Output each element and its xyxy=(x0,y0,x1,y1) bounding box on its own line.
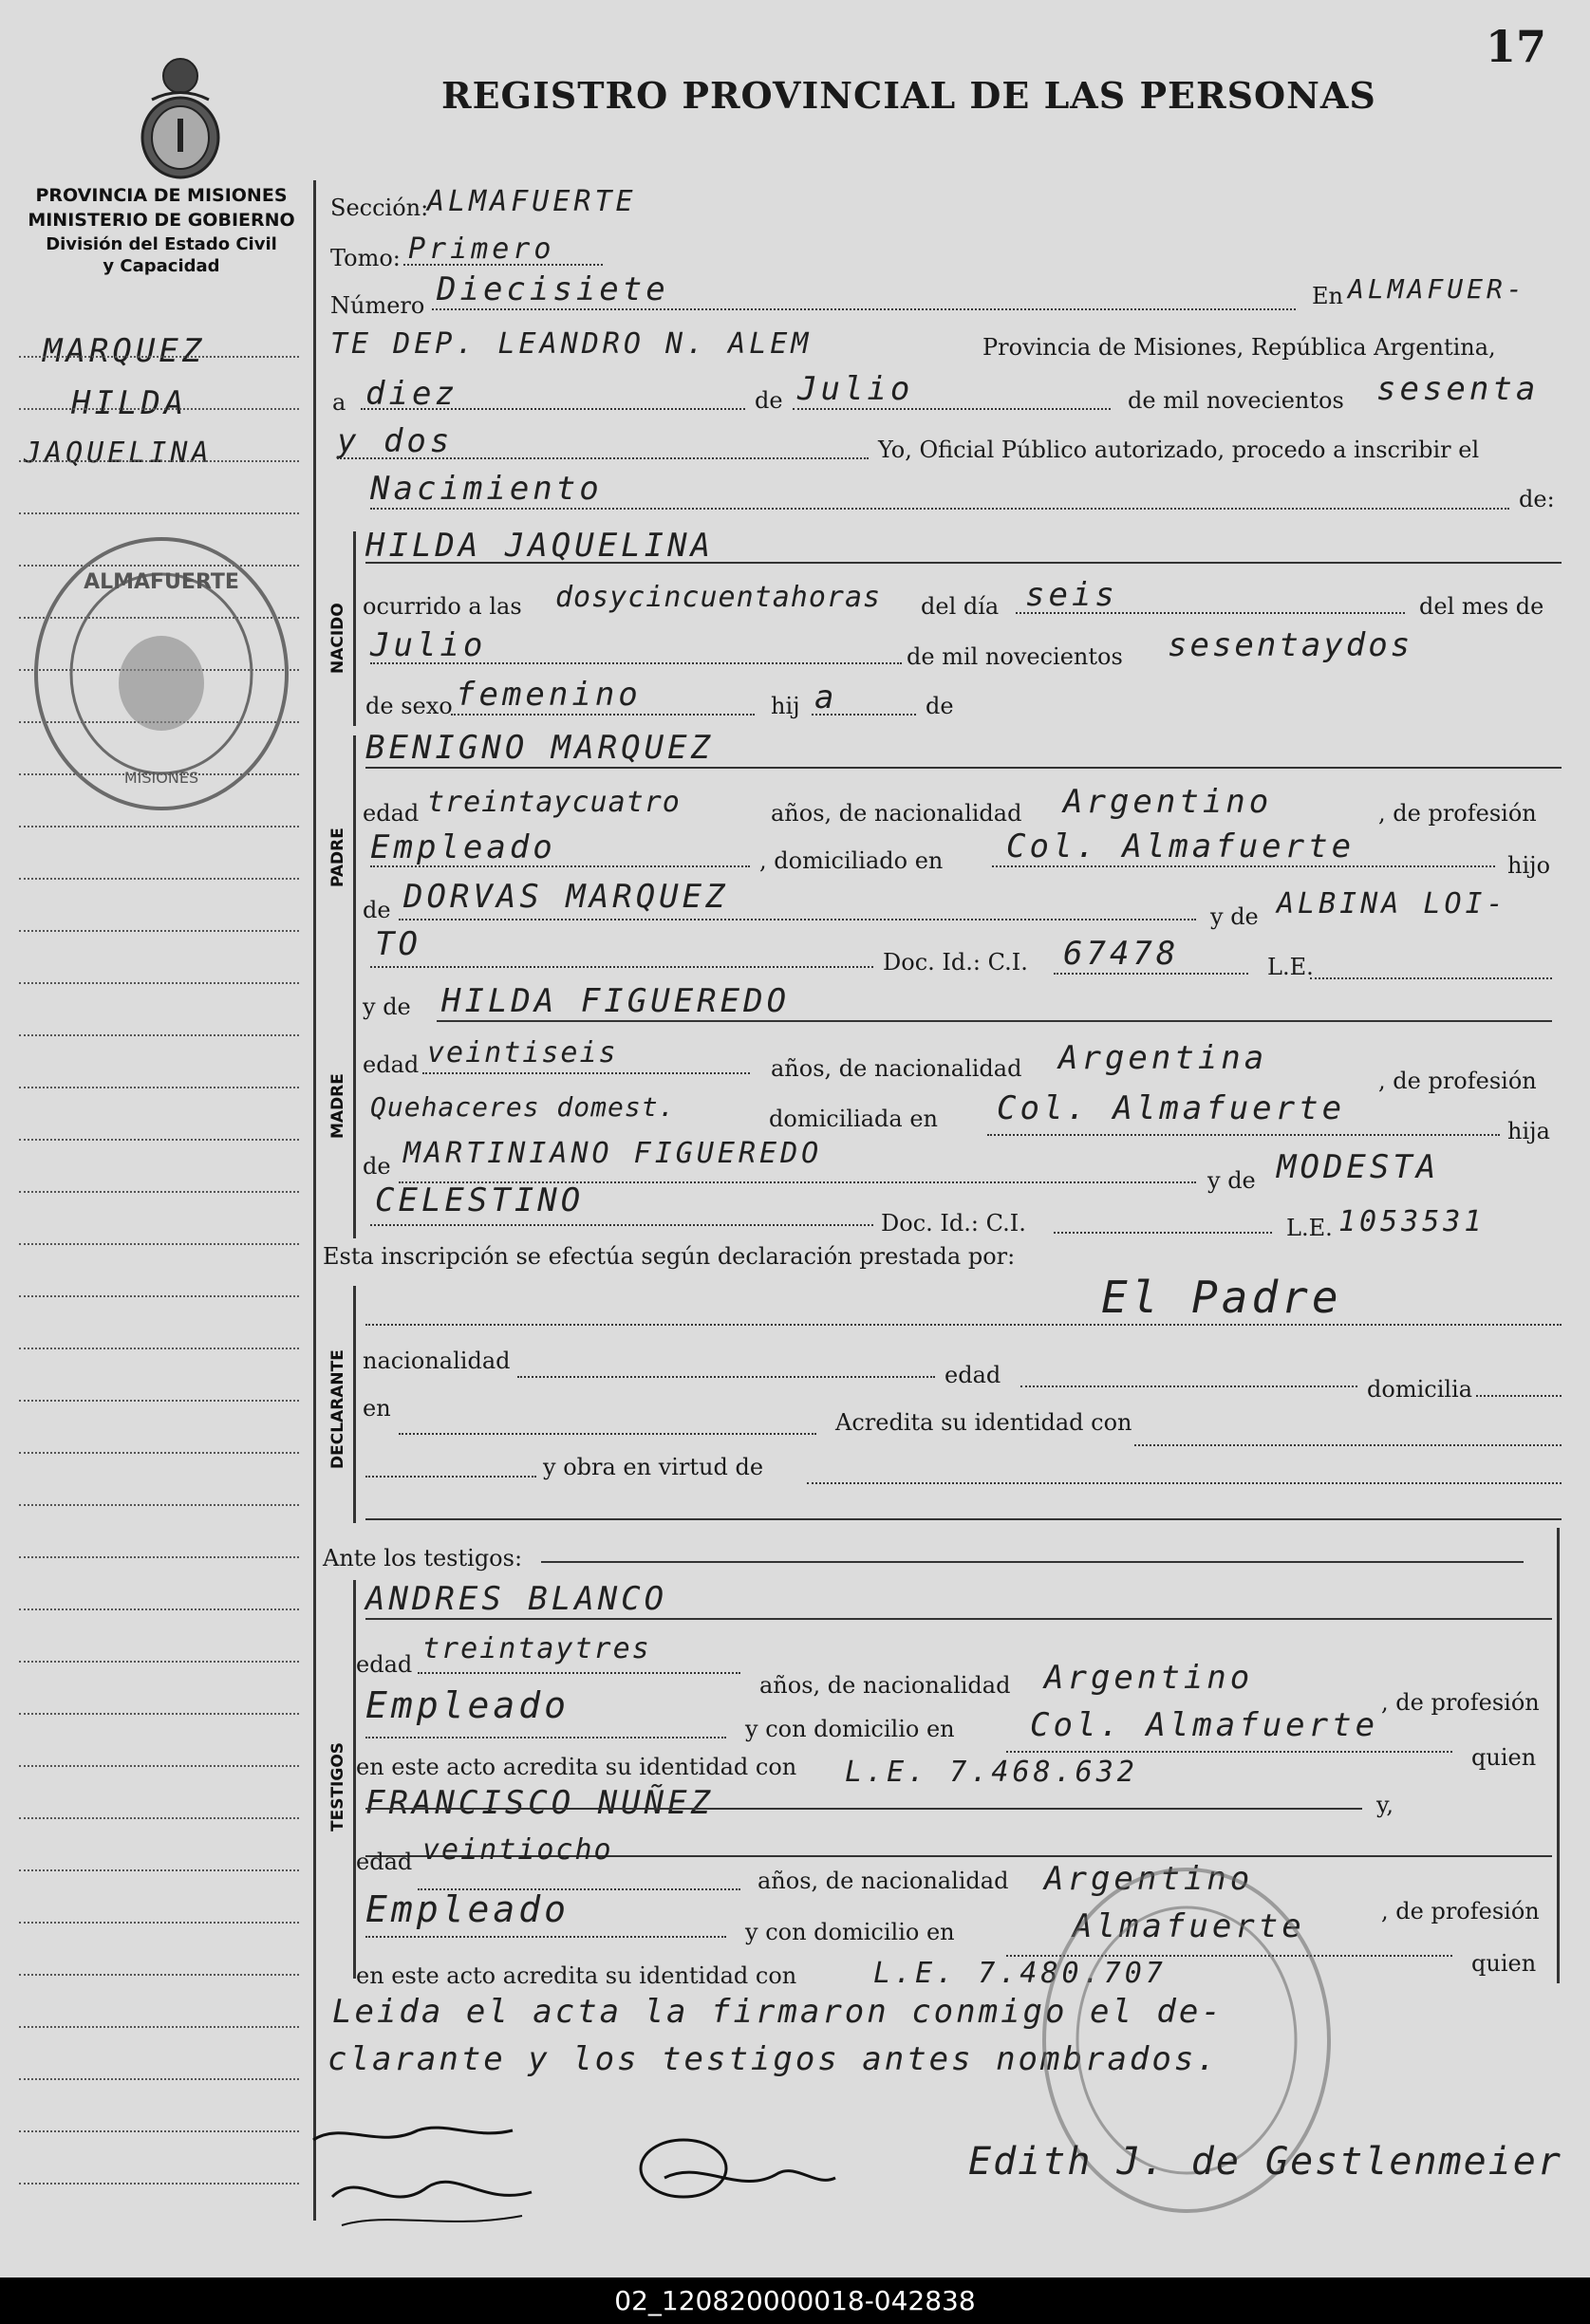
t2-profesion-label: , de profesión xyxy=(1381,1898,1540,1924)
a-label: a xyxy=(332,389,346,416)
ocurrido-label: ocurrido a las xyxy=(363,593,522,620)
t1-anios-label: años, de nacionalidad xyxy=(759,1672,1011,1699)
sexo-line xyxy=(451,714,755,716)
padre-anios-label: años, de nacionalidad xyxy=(771,800,1022,827)
hij-suffix: a xyxy=(814,679,838,716)
mes-line xyxy=(793,408,1111,410)
witness-signature-2-icon xyxy=(627,2121,845,2225)
testigos-intro: Ante los testigos: xyxy=(323,1545,523,1571)
svg-text:ALMAFUERTE: ALMAFUERTE xyxy=(84,570,239,594)
declarante-nacionalidad-label: nacionalidad xyxy=(363,1348,511,1374)
t1-domicilio-label: y con domicilio en xyxy=(745,1716,955,1742)
madre-domicilio-label: domiciliada en xyxy=(769,1106,938,1132)
witness-signature-1-icon xyxy=(304,2111,551,2235)
nacido-label: NACIDO xyxy=(328,603,347,674)
tomo-value: Primero xyxy=(408,232,555,266)
nacido-nombre: HILDA JAQUELINA xyxy=(365,527,715,565)
anio-value-1: sesenta xyxy=(1376,370,1540,408)
padre-profesion: Empleado xyxy=(370,828,556,866)
footer-id: 02_120820000018-042838 xyxy=(0,2278,1590,2324)
dia-value: diez xyxy=(365,375,458,413)
padre-doc-label: Doc. Id.: C.I. xyxy=(883,949,1028,976)
padre-domicilio-label: , domiciliado en xyxy=(759,847,944,874)
t1-nombre: ANDRES BLANCO xyxy=(365,1580,668,1618)
declarante-bracket xyxy=(353,1286,356,1523)
madre-domicilio-line xyxy=(987,1134,1500,1136)
declarante-en-line xyxy=(399,1433,816,1435)
t2-edad: veintiocho xyxy=(422,1833,613,1867)
padre-profesion-label: , de profesión xyxy=(1378,800,1537,827)
coat-of-arms-icon xyxy=(133,47,228,180)
madre-padre-de: MARTINIANO FIGUEREDO xyxy=(403,1137,823,1170)
column-divider xyxy=(313,180,316,2221)
de-label: de xyxy=(755,387,783,414)
t1-edad: treintaytres xyxy=(422,1632,651,1665)
madre-profesion: Quehaceres domest. xyxy=(370,1091,676,1123)
madre-nombre-line xyxy=(437,1020,1552,1022)
t1-profesion-label: , de profesión xyxy=(1381,1689,1540,1716)
official-seal xyxy=(28,531,294,816)
t2-profesion: Empleado xyxy=(365,1888,571,1930)
en-label: En xyxy=(1312,283,1343,309)
closing-line-1: Leida el acta la firmaron conmigo el de- xyxy=(332,1993,1224,2031)
declarante-obra-line xyxy=(807,1482,1562,1484)
declarante-domicilia-label: domicilia xyxy=(1367,1376,1473,1403)
testigos-intro-line xyxy=(541,1561,1524,1563)
declarante-obra-pre-line xyxy=(365,1476,536,1478)
madre-hija-label: hija xyxy=(1507,1118,1550,1144)
header-line-2: MINISTERIO DE GOBIERNO xyxy=(28,210,295,231)
padre-doc-line xyxy=(1054,973,1248,975)
padre-hijo-label: hijo xyxy=(1507,852,1551,879)
madre-madre-de-2: CELESTINO xyxy=(375,1181,585,1219)
seccion-label: Sección: xyxy=(330,195,429,221)
declarante-domicilia-line xyxy=(1476,1395,1562,1397)
declarante-acredita-line xyxy=(1134,1444,1562,1446)
dia-nac-value: seis xyxy=(1025,576,1118,614)
testigos-right-rule xyxy=(1557,1528,1560,1983)
madre-doc-line xyxy=(1054,1232,1272,1234)
t2-domicilio-label: y con domicilio en xyxy=(745,1919,955,1945)
margin-surname: MARQUEZ xyxy=(43,332,206,370)
madre-madre-de-1: MODESTA xyxy=(1277,1148,1440,1186)
t1-profesion-line xyxy=(365,1737,726,1738)
mes-value: Julio xyxy=(797,370,914,408)
sexo-value: femenino xyxy=(456,676,642,714)
padre-y-de-label: y de xyxy=(1210,903,1259,930)
t2-anios-label: años, de nacionalidad xyxy=(758,1868,1009,1894)
declarante-edad-line xyxy=(1020,1385,1357,1387)
t1-domicilio-line xyxy=(1006,1751,1452,1753)
header-province xyxy=(19,185,304,276)
padre-madre-de-1: ALBINA LOI- xyxy=(1277,887,1507,920)
declarante-end-line xyxy=(365,1518,1562,1520)
declarante-nombre: El Padre xyxy=(1101,1272,1342,1323)
padre-profesion-line xyxy=(370,865,750,867)
declarante-edad-label: edad xyxy=(945,1362,1001,1388)
anio-nac-value: sesentaydos xyxy=(1168,626,1413,664)
t2-nombre-line xyxy=(365,1808,1362,1810)
padre-domicilio: Col. Almafuerte xyxy=(1006,827,1356,865)
acto-value: Nacimiento xyxy=(370,470,603,508)
padre-edad-label: edad xyxy=(363,800,420,827)
en-value-1: ALMAFUER- xyxy=(1348,273,1526,305)
padre-nombre-line xyxy=(365,767,1562,769)
header-line-4: y Capacidad xyxy=(103,256,220,276)
hora-value: dosycincuentahoras xyxy=(555,581,882,614)
testigos-label: TESTIGOS xyxy=(328,1741,347,1831)
mes-nac-value: Julio xyxy=(370,626,487,664)
madre-domicilio: Col. Almafuerte xyxy=(997,1089,1346,1127)
madre-anios-label: años, de nacionalidad xyxy=(771,1055,1022,1082)
padre-padre-de: DORVAS MARQUEZ xyxy=(403,878,729,916)
t1-nombre-line xyxy=(365,1618,1552,1620)
madre-profesion-label: , de profesión xyxy=(1378,1068,1537,1094)
t1-profesion: Empleado xyxy=(365,1684,571,1726)
de-mil-nac-label: de mil novecientos xyxy=(907,643,1123,670)
del-dia-label: del día xyxy=(921,593,1000,620)
anio-value-2: y dos xyxy=(337,422,454,460)
madre-le-label: L.E. xyxy=(1286,1215,1333,1241)
declarante-label: DECLARANTE xyxy=(328,1349,347,1469)
padre-nombre: BENIGNO MARQUEZ xyxy=(365,729,715,767)
hij-line xyxy=(812,714,916,716)
margin-given-name-2: JAQUELINA xyxy=(24,437,213,470)
page-title: REGISTRO PROVINCIAL DE LAS PERSONAS xyxy=(441,74,1376,117)
madre-de-label: de xyxy=(363,1153,391,1180)
padre-padre-de-line xyxy=(399,919,1196,920)
t2-profesion-line xyxy=(365,1936,726,1938)
t2-edad-label: edad xyxy=(356,1849,413,1875)
seal-icon xyxy=(28,531,294,816)
seccion-value: ALMAFUERTE xyxy=(427,185,637,218)
hij-label: hij xyxy=(771,693,800,719)
t1-quien-label: quien xyxy=(1471,1744,1537,1771)
declarante-en-label: en xyxy=(363,1395,391,1422)
t1-edad-line xyxy=(418,1672,740,1674)
padre-le-line xyxy=(1310,977,1552,979)
padre-madre-de-2: TO xyxy=(375,925,421,963)
t2-doc: L.E. 7.480.707 xyxy=(873,1957,1167,1990)
madre-label: MADRE xyxy=(328,1073,347,1139)
t1-acredita-label: en este acto acredita su identidad con xyxy=(356,1754,797,1780)
madre-nacionalidad: Argentina xyxy=(1058,1039,1268,1077)
t1-edad-label: edad xyxy=(356,1651,413,1678)
tomo-label: Tomo: xyxy=(330,245,401,271)
padre-le-label: L.E. xyxy=(1267,954,1314,980)
t1-nacionalidad: Argentino xyxy=(1044,1659,1254,1697)
madre-edad-line xyxy=(422,1072,750,1074)
declarante-obra-label: y obra en virtud de xyxy=(543,1454,764,1480)
madre-bracket xyxy=(353,992,356,1238)
officer-signature: Edith J. de Gestlenmeier xyxy=(968,2140,1562,2184)
de-nac-label: de xyxy=(926,693,954,719)
madre-doc-label: Doc. Id.: C.I. xyxy=(881,1210,1026,1236)
padre-nacionalidad: Argentino xyxy=(1063,783,1273,821)
madre-y-de-label-2: y de xyxy=(1207,1167,1256,1194)
acto-line xyxy=(370,508,1509,510)
en-value-2: TE DEP. LEANDRO N. ALEM xyxy=(330,327,813,361)
t2-nombre: FRANCISCO NUÑEZ xyxy=(365,1784,715,1822)
page-number: 17 xyxy=(1486,21,1547,72)
padre-doc: 67478 xyxy=(1063,935,1180,973)
mes-nac-line xyxy=(370,662,902,664)
numero-value: Diecisiete xyxy=(437,270,669,308)
madre-edad-label: edad xyxy=(363,1051,420,1078)
t2-y-label: y, xyxy=(1376,1792,1394,1818)
t2-acredita-label: en este acto acredita su identidad con xyxy=(356,1962,797,1989)
t2-domicilio: Almafuerte xyxy=(1073,1907,1305,1945)
padre-edad: treintaycuatro xyxy=(427,786,681,819)
header-line-1: PROVINCIA DE MISIONES xyxy=(35,185,288,206)
t2-nacionalidad: Argentino xyxy=(1044,1860,1254,1898)
declarante-nacionalidad-line xyxy=(517,1376,935,1378)
padre-bracket xyxy=(353,735,356,992)
nacido-nombre-line xyxy=(365,562,1562,564)
padre-domicilio-line xyxy=(992,865,1495,867)
padre-de-label: de xyxy=(363,897,391,923)
declarante-nombre-line xyxy=(365,1324,1562,1326)
madre-y-de-label: y de xyxy=(363,994,411,1020)
sexo-label: de sexo xyxy=(365,693,453,719)
header-line-3: División del Estado Civil xyxy=(46,234,277,254)
del-mes-label: del mes de xyxy=(1419,593,1544,620)
margin-given-name-1: HILDA xyxy=(71,384,188,422)
declarante-intro: Esta inscripción se efectúa según declaración prestada por: xyxy=(323,1243,1016,1270)
numero-line xyxy=(432,308,1296,310)
madre-nombre: HILDA FIGUEREDO xyxy=(441,982,791,1020)
anio-2-line xyxy=(337,457,869,459)
madre-edad: veintiseis xyxy=(427,1036,618,1069)
closing-line-2: clarante y los testigos antes nombrados. xyxy=(327,2040,1219,2078)
madre-le: 1053531 xyxy=(1338,1205,1486,1238)
t2-quien-label: quien xyxy=(1471,1950,1537,1977)
t1-domicilio: Col. Almafuerte xyxy=(1030,1706,1379,1744)
padre-label: PADRE xyxy=(328,827,347,887)
numero-label: Número xyxy=(330,292,425,319)
de-mil-label: de mil novecientos xyxy=(1128,387,1344,414)
padre-madre-de-2-line xyxy=(370,966,873,968)
oficial-text: Yo, Oficial Público autorizado, procedo a inscribir el xyxy=(878,437,1480,463)
nacido-bracket xyxy=(353,531,356,726)
madre-madre-de-2-line xyxy=(370,1224,873,1226)
provincia-text: Provincia de Misiones, República Argentina, xyxy=(982,334,1496,361)
de-colon-label: de: xyxy=(1519,486,1555,512)
svg-text:MISIONES: MISIONES xyxy=(123,769,199,787)
t1-doc: L.E. 7.468.632 xyxy=(845,1756,1138,1789)
declarante-acredita-label: Acredita su identidad con xyxy=(835,1409,1132,1436)
